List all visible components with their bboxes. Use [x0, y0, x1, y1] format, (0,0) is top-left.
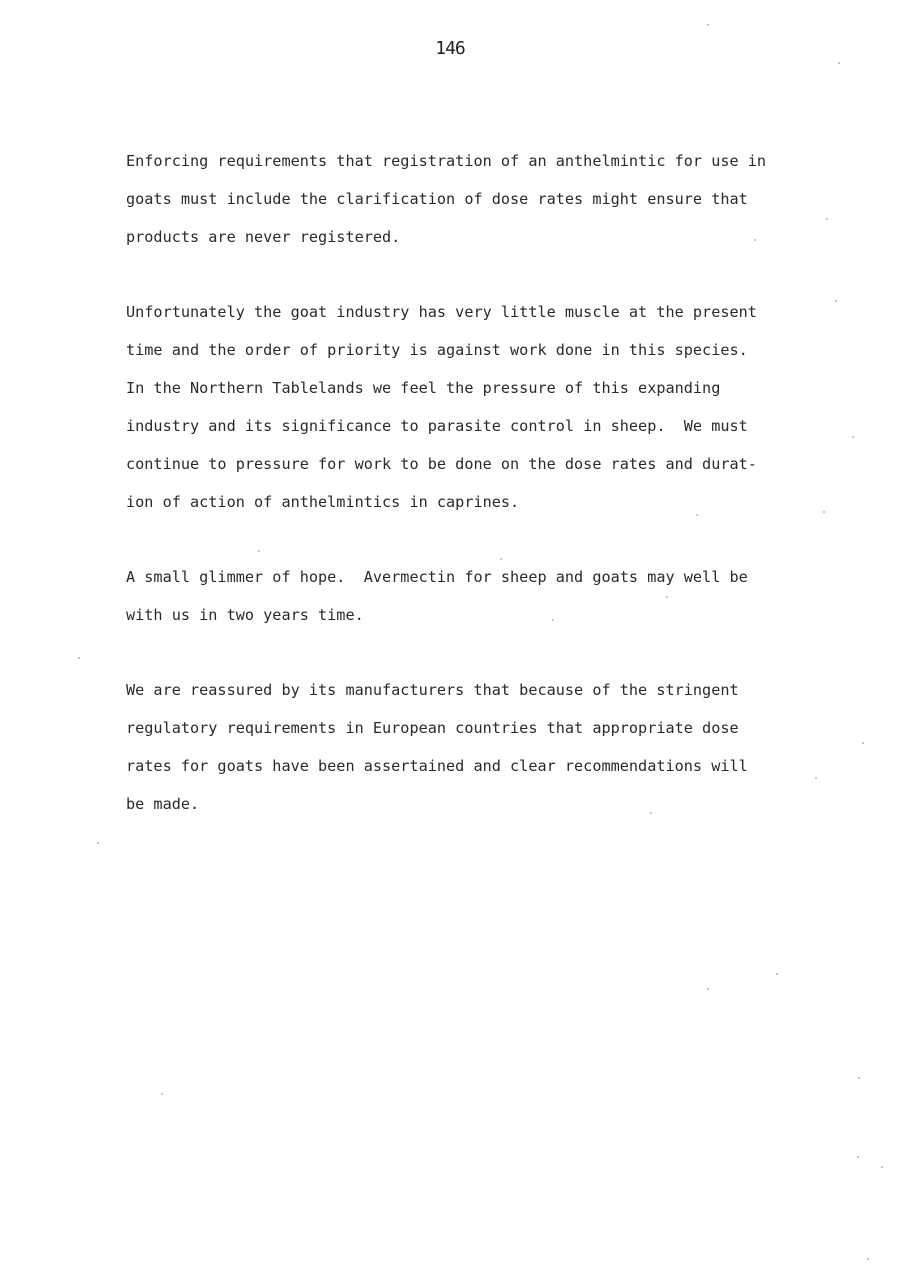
scan-speck [857, 1156, 859, 1158]
paragraph-4 [126, 671, 806, 823]
scan-speck [823, 511, 825, 513]
paragraph-line: rates for goats have been assertained and clear recommendations will [126, 757, 748, 775]
scan-speck [666, 596, 668, 598]
scan-speck [776, 973, 778, 975]
page-number: 146 [435, 38, 465, 59]
scan-speck [258, 550, 260, 552]
paragraph-line: Enforcing requirements that registration of an anthelmintic for use in [126, 152, 767, 170]
scan-speck [161, 1093, 163, 1095]
scan-speck [696, 514, 698, 516]
paragraph-line: Unfortunately the goat industry has very little muscle at the present [126, 303, 757, 321]
paragraph-3 [126, 558, 806, 634]
paragraph-line: A small glimmer of hope. Avermectin for sheep and goats may well be [126, 568, 748, 586]
scan-speck [867, 1258, 869, 1260]
paragraph-1 [126, 142, 806, 256]
scan-speck [500, 558, 502, 560]
scan-speck [858, 1077, 860, 1079]
scan-speck [881, 1166, 883, 1168]
scan-speck [835, 300, 837, 302]
scan-speck [815, 777, 817, 779]
paragraph-line: be made. [126, 795, 200, 813]
paragraph-line: with us in two years time. [126, 606, 364, 624]
scan-speck [852, 436, 854, 438]
paragraph-line: goats must include the clarification of dose rates might ensure that [126, 190, 748, 208]
paragraph-line: We are reassured by its manufacturers that because of the stringent [126, 681, 739, 699]
scan-speck [78, 657, 80, 659]
scan-speck [838, 62, 840, 64]
scan-speck [552, 619, 554, 621]
paragraph-line: continue to pressure for work to be done on the dose rates and durat- [126, 455, 757, 473]
scan-speck [707, 24, 709, 26]
scan-speck [826, 218, 828, 220]
scan-speck [650, 812, 652, 814]
scan-speck [754, 239, 756, 241]
paragraph-2 [126, 293, 806, 521]
paragraph-line: regulatory requirements in European countries that appropriate dose [126, 719, 739, 737]
paragraph-line: time and the order of priority is against work done in this species. [126, 341, 748, 359]
paragraph-line: In the Northern Tablelands we feel the pressure of this expanding [126, 379, 721, 397]
scan-speck [707, 988, 709, 990]
paragraph-line: industry and its significance to parasite control in sheep. We must [126, 417, 748, 435]
scan-speck [862, 742, 864, 744]
paragraph-line: products are never registered. [126, 228, 401, 246]
paragraph-line: ion of action of anthelmintics in caprines. [126, 493, 520, 511]
scan-speck [97, 842, 99, 844]
